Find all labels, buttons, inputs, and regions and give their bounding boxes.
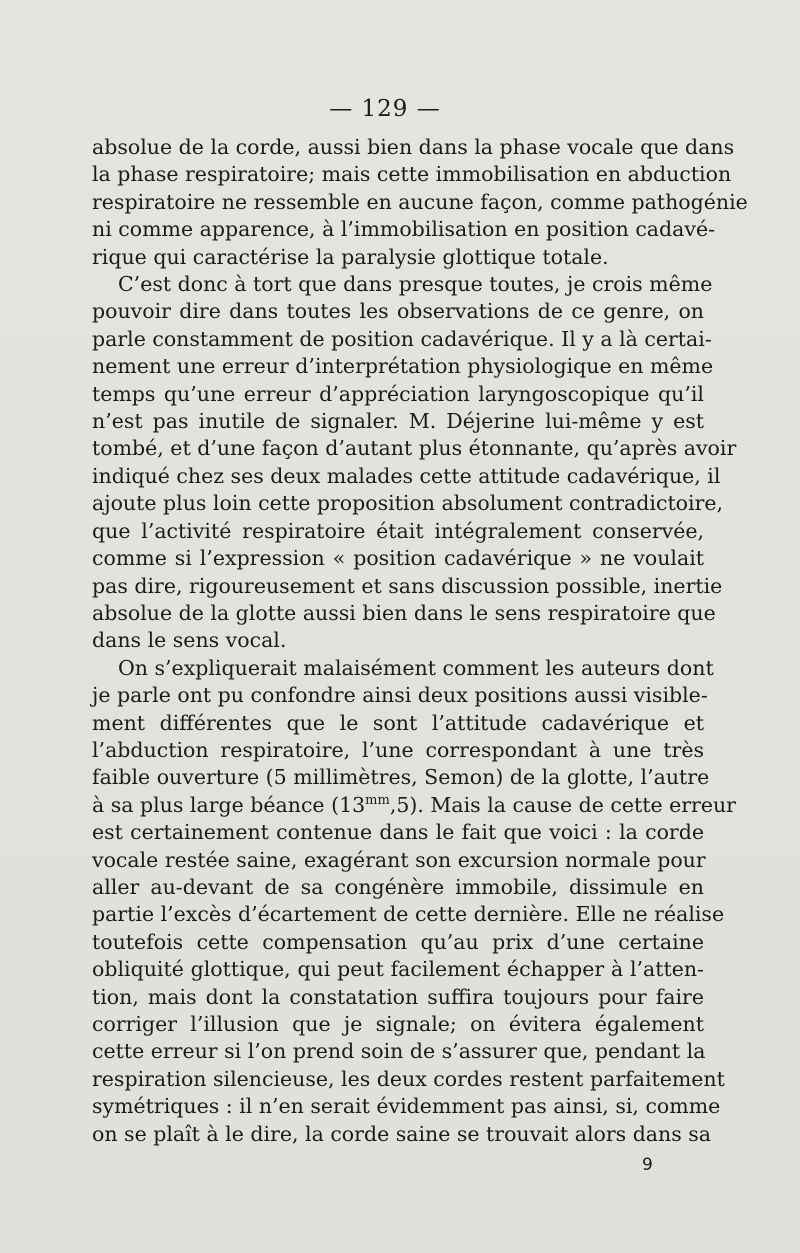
text-line: la phase respiratoire; mais cette immobilisation en abduction [92,162,732,187]
text-line: n’est pas inutile de signaler. M. Déjerine lui-même y est [92,409,704,434]
text-line: respiratoire ne ressemble en aucune façon, comme pathogénie [92,189,748,214]
text-line: absolue de la glotte aussi bien dans le sens respiratoire que [92,600,716,625]
text-line: tombé, et d’une façon d’autant plus étonnante, qu’après avoir [92,436,737,461]
superscript-unit: mm [365,792,390,808]
text-line: que l’activité respiratoire était intégralement conservée, [92,518,704,543]
text-line: l’abduction respiratoire, l’une correspondant à une très [92,737,704,762]
text-segment: ,5). Mais la cause de cette erreur [389,792,736,817]
text-line: ment différentes que le sont l’attitude cadavérique et [92,710,704,735]
text-line: pouvoir dire dans toutes les observations de ce genre, on [92,299,704,324]
text-line: cette erreur si l’on prend soin de s’assurer que, pendant la [92,1039,706,1064]
text-line: est certainement contenue dans le fait que voici : la corde [92,820,704,845]
text-line: pas dire, rigoureusement et sans discussion possible, inertie [92,573,723,598]
text-line: dans le sens vocal. [92,628,287,653]
text-line: partie l’excès d’écartement de cette dernière. Elle ne réalise [92,902,725,927]
text-line: je parle ont pu confondre ainsi deux positions aussi visible- [92,683,708,708]
text-line: nement une erreur d’interprétation physiologique en même [92,354,714,379]
text-line: aller au-devant de sa congénère immobile, dissimule en [92,874,704,899]
body-text [92,134,748,1148]
text-line: on se plaît à le dire, la corde saine se trouvait alors dans sa [92,1121,712,1146]
text-line: obliquité glottique, qui peut facilement échapper à l’atten- [92,957,704,982]
text-line: corriger l’illusion que je signale; on évitera également [92,1012,704,1036]
text-segment: à sa plus large béance (13 [92,792,366,817]
text-line: tion, mais dont la constatation suffira toujours pour faire [92,984,704,1009]
text-line: vocale restée saine, exagérant son excursion normale pour [92,847,706,872]
text-line: indiqué chez ses deux malades cette attitude cadavérique, il [92,463,721,488]
text-line: parle constamment de position cadavérique. Il y a là certai- [92,326,712,351]
text-line: rique qui caractérise la paralysie glottique totale. [92,244,609,269]
text-line: absolue de la corde, aussi bien dans la phase vocale que dans [92,135,735,159]
text-line: On s’expliquerait malaisément comment les auteurs dont [118,655,714,680]
text-line: ajoute plus loin cette proposition absolument contradictoire, [92,491,724,516]
text-line: comme si l’expression « position cadavérique » ne voulait [92,546,704,571]
text-line: faible ouverture (5 millimètres, Semon) de la glotte, l’autre [92,765,710,790]
text-line: symétriques : il n’en serait évidemment pas ainsi, si, comme [92,1094,721,1119]
text-line: ni comme apparence, à l’immobilisation en position cadavé- [92,217,716,242]
text-line: C’est donc à tort que dans presque toutes, je crois même [118,272,713,297]
text-line [92,792,736,819]
signature-mark: 9 [642,1155,653,1175]
text-line: respiration silencieuse, les deux cordes restent parfaitement [92,1066,725,1091]
text-line: toutefois cette compensation qu’au prix d’une certaine [92,929,704,954]
text-line: temps qu’une erreur d’appréciation laryngoscopique qu’il [92,381,704,406]
page-number: — 129 — [329,96,441,122]
